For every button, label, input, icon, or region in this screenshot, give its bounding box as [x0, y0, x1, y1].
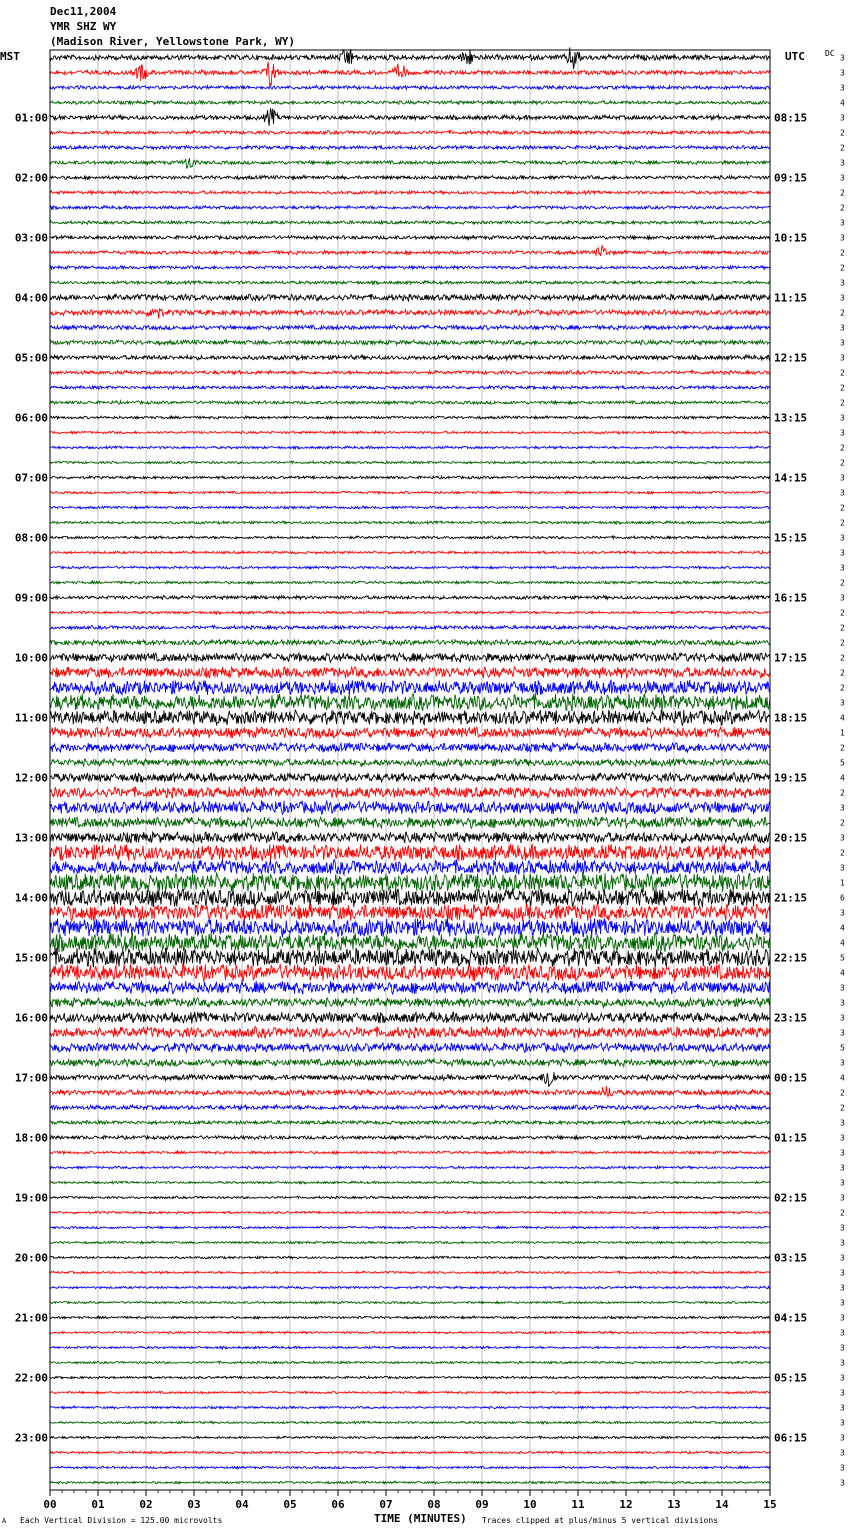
- right-hour-label: 00:15: [774, 1071, 808, 1085]
- left-hour-label: 18:00: [14, 1131, 48, 1145]
- dc-offset-label: 2: [840, 518, 845, 528]
- trace-line: [50, 1211, 770, 1213]
- left-hour-label: 23:00: [14, 1431, 48, 1445]
- left-hour-label: 04:00: [14, 291, 48, 305]
- trace-line: [50, 1086, 770, 1096]
- trace-line: [50, 1105, 770, 1110]
- trace-line: [50, 1256, 770, 1259]
- dc-offset-label: 3: [840, 1283, 845, 1293]
- dc-label: DC: [825, 49, 835, 58]
- dc-offset-label: 2: [840, 1088, 845, 1098]
- trace-line: [50, 1027, 770, 1039]
- right-hour-label: 14:15: [774, 471, 808, 485]
- dc-offset-label: 2: [840, 578, 845, 588]
- trace-line: [50, 801, 770, 814]
- dc-offset-label: 3: [840, 1298, 845, 1308]
- header-date: Dec11,2004: [50, 5, 117, 18]
- dc-offset-label: 3: [840, 908, 845, 918]
- dc-offset-label: 3: [840, 1313, 845, 1323]
- dc-offset-label: 1: [840, 728, 845, 738]
- right-hour-label: 13:15: [774, 411, 808, 425]
- x-tick-label: 04: [235, 1498, 249, 1511]
- dc-offset-label: 3: [840, 1223, 845, 1233]
- dc-offset-label: 3: [840, 1463, 845, 1473]
- x-tick-label: 15: [763, 1498, 777, 1511]
- trace-line: [50, 1301, 770, 1303]
- dc-offset-label: 2: [840, 848, 845, 858]
- dc-offset-label: 5: [840, 1043, 845, 1053]
- trace-line: [50, 904, 770, 921]
- clip-note: Traces clipped at plus/minus 5 vertical divisions: [482, 1516, 719, 1525]
- trace-line: [50, 1451, 770, 1453]
- x-tick-label: 07: [379, 1498, 393, 1511]
- dc-offset-label: 2: [840, 668, 845, 678]
- trace-line: [50, 266, 770, 269]
- trace-line: [50, 551, 770, 554]
- dc-offset-label: 3: [840, 428, 845, 438]
- dc-offset-label: 3: [840, 998, 845, 1008]
- trace-line: [50, 1436, 770, 1439]
- dc-offset-label: 4: [840, 968, 845, 978]
- trace-line: [50, 817, 770, 829]
- trace-line: [50, 998, 770, 1008]
- right-hour-label: 20:15: [774, 831, 808, 845]
- trace-line: [50, 596, 770, 600]
- dc-offset-label: 1: [840, 878, 845, 888]
- dc-offset-label: 3: [840, 1058, 845, 1068]
- dc-offset-label: 3: [840, 533, 845, 543]
- dc-offset-label: 2: [840, 398, 845, 408]
- header-station: YMR SHZ WY: [50, 20, 117, 33]
- x-tick-label: 10: [523, 1498, 537, 1511]
- x-tick-label: 12: [619, 1498, 633, 1511]
- trace-line: [50, 710, 770, 725]
- trace-line: [50, 491, 770, 494]
- trace-line: [50, 727, 770, 738]
- x-tick-label: 01: [91, 1498, 105, 1511]
- right-hour-label: 05:15: [774, 1371, 808, 1385]
- dc-offset-label: 3: [840, 113, 845, 123]
- right-hour-label: 23:15: [774, 1011, 808, 1025]
- trace-line: [50, 401, 770, 404]
- right-hour-label: 10:15: [774, 231, 808, 245]
- trace-line: [50, 246, 770, 256]
- left-hour-label: 07:00: [14, 471, 48, 485]
- dc-offset-label: 3: [840, 1478, 845, 1488]
- dc-offset-label: 3: [840, 1343, 845, 1353]
- right-hour-label: 17:15: [774, 651, 808, 665]
- label-layer: [15, 54, 845, 1512]
- dc-offset-label: 3: [840, 803, 845, 813]
- dc-offset-label: 2: [840, 308, 845, 318]
- right-hour-label: 12:15: [774, 351, 808, 365]
- trace-line: [50, 566, 770, 569]
- dc-offset-label: 2: [840, 623, 845, 633]
- dc-offset-label: 3: [840, 1238, 845, 1248]
- x-tick-label: 00: [43, 1498, 57, 1511]
- trace-line: [50, 47, 770, 69]
- dc-offset-label: 3: [840, 488, 845, 498]
- dc-offset-label: 2: [840, 263, 845, 273]
- trace-line: [50, 759, 770, 767]
- left-hour-label: 03:00: [14, 231, 48, 245]
- trace-line: [50, 1421, 770, 1424]
- trace-line: [50, 1316, 770, 1319]
- x-tick-label: 11: [571, 1498, 585, 1511]
- trace-line: [50, 1271, 770, 1274]
- trace-line: [50, 431, 770, 434]
- footer-mark: A: [2, 1517, 7, 1525]
- trace-line: [50, 325, 770, 330]
- left-hour-label: 06:00: [14, 411, 48, 425]
- trace-line: [50, 694, 770, 712]
- left-hour-label: 13:00: [14, 831, 48, 845]
- x-tick-label: 08: [427, 1498, 441, 1511]
- left-hour-label: 09:00: [14, 591, 48, 605]
- dc-offset-label: 3: [840, 863, 845, 873]
- left-hour-label: 14:00: [14, 891, 48, 905]
- trace-line: [50, 355, 770, 360]
- trace-line: [50, 506, 770, 509]
- trace-line: [50, 1072, 770, 1087]
- dc-offset-label: 3: [840, 338, 845, 348]
- left-hour-label: 02:00: [14, 171, 48, 185]
- dc-offset-label: 3: [840, 1373, 845, 1383]
- right-hour-label: 21:15: [774, 891, 808, 905]
- plot-frame: [50, 50, 770, 1490]
- dc-offset-label: 3: [840, 83, 845, 93]
- trace-line: [50, 536, 770, 539]
- right-hour-label: 04:15: [774, 1311, 808, 1325]
- dc-offset-label: 2: [840, 248, 845, 258]
- dc-offset-label: 6: [840, 893, 845, 903]
- trace-line: [50, 101, 770, 105]
- dc-offset-label: 3: [840, 1163, 845, 1173]
- dc-offset-label: 2: [840, 143, 845, 153]
- dc-offset-label: 3: [840, 53, 845, 63]
- dc-offset-label: 3: [840, 1433, 845, 1443]
- dc-offset-label: 2: [840, 743, 845, 753]
- dc-offset-label: 3: [840, 1403, 845, 1413]
- left-hour-label: 21:00: [14, 1311, 48, 1325]
- dc-offset-label: 2: [840, 443, 845, 453]
- dc-offset-label: 2: [840, 1103, 845, 1113]
- x-axis-title: TIME (MINUTES): [374, 1512, 467, 1525]
- dc-offset-label: 3: [840, 68, 845, 78]
- dc-offset-label: 3: [840, 1418, 845, 1428]
- trace-line: [50, 108, 770, 125]
- trace-line: [50, 206, 770, 210]
- dc-offset-label: 2: [840, 128, 845, 138]
- header-location: (Madison River, Yellowstone Park, WY): [50, 35, 296, 48]
- dc-offset-label: 2: [840, 638, 845, 648]
- trace-line: [50, 308, 770, 318]
- right-hour-label: 11:15: [774, 291, 808, 305]
- trace-line: [50, 1406, 770, 1408]
- right-hour-label: 18:15: [774, 711, 808, 725]
- trace-line: [50, 626, 770, 630]
- trace-line: [50, 158, 770, 168]
- x-tick-label: 14: [715, 1498, 729, 1511]
- dc-offset-label: 3: [840, 413, 845, 423]
- trace-line: [50, 964, 770, 981]
- trace-line: [50, 773, 770, 783]
- dc-offset-label: 3: [840, 698, 845, 708]
- dc-offset-label: 4: [840, 98, 845, 108]
- dc-offset-label: 3: [840, 323, 845, 333]
- trace-layer: [50, 47, 770, 1483]
- trace-line: [50, 1136, 770, 1140]
- trace-line: [50, 948, 770, 968]
- trace-line: [50, 981, 770, 995]
- left-hour-label: 11:00: [14, 711, 48, 725]
- right-hour-label: 02:15: [774, 1191, 808, 1205]
- trace-line: [50, 653, 770, 663]
- dc-offset-label: 2: [840, 368, 845, 378]
- trace-line: [50, 1151, 770, 1154]
- x-tick-label: 13: [667, 1498, 681, 1511]
- trace-line: [50, 1391, 770, 1394]
- trace-line: [50, 640, 770, 646]
- trace-line: [50, 581, 770, 584]
- dc-offset-label: 2: [840, 1208, 845, 1218]
- x-tick-label: 02: [139, 1498, 153, 1511]
- trace-line: [50, 832, 770, 844]
- dc-offset-label: 3: [840, 353, 845, 363]
- right-hour-label: 08:15: [774, 111, 808, 125]
- dc-offset-label: 3: [840, 173, 845, 183]
- left-hour-label: 22:00: [14, 1371, 48, 1385]
- dc-offset-label: 2: [840, 188, 845, 198]
- left-hour-label: 15:00: [14, 951, 48, 965]
- utc-label: UTC: [785, 50, 805, 63]
- right-hour-label: 15:15: [774, 531, 808, 545]
- right-hour-label: 09:15: [774, 171, 808, 185]
- left-hour-label: 01:00: [14, 111, 48, 125]
- left-hour-label: 19:00: [14, 1191, 48, 1205]
- dc-offset-label: 4: [840, 938, 845, 948]
- trace-line: [50, 873, 770, 892]
- trace-line: [50, 743, 770, 753]
- trace-line: [50, 611, 770, 614]
- left-hour-label: 05:00: [14, 351, 48, 365]
- trace-line: [50, 1331, 770, 1334]
- dc-offset-label: 3: [840, 548, 845, 558]
- right-hour-label: 19:15: [774, 771, 808, 785]
- dc-offset-label: 2: [840, 383, 845, 393]
- dc-offset-label: 5: [840, 758, 845, 768]
- dc-offset-label: 3: [840, 1268, 845, 1278]
- trace-line: [50, 236, 770, 240]
- dc-offset-label: 3: [840, 563, 845, 573]
- dc-offset-label: 3: [840, 218, 845, 228]
- x-tick-label: 03: [187, 1498, 201, 1511]
- dc-offset-label: 3: [840, 293, 845, 303]
- dc-offset-label: 3: [840, 158, 845, 168]
- dc-offset-label: 3: [840, 833, 845, 843]
- dc-offset-label: 2: [840, 788, 845, 798]
- trace-line: [50, 386, 770, 389]
- left-hour-label: 20:00: [14, 1251, 48, 1265]
- right-hour-label: 03:15: [774, 1251, 808, 1265]
- dc-offset-label: 2: [840, 683, 845, 693]
- trace-line: [50, 1286, 770, 1288]
- trace-line: [50, 416, 770, 419]
- trace-line: [50, 860, 770, 876]
- trace-line: [50, 1121, 770, 1125]
- right-hour-label: 16:15: [774, 591, 808, 605]
- trace-line: [50, 340, 770, 345]
- trace-line: [50, 1241, 770, 1243]
- trace-line: [50, 1376, 770, 1378]
- dc-offset-label: 5: [840, 953, 845, 963]
- trace-line: [50, 1043, 770, 1052]
- dc-offset-label: 3: [840, 1328, 845, 1338]
- trace-line: [50, 1466, 770, 1468]
- dc-offset-label: 3: [840, 1013, 845, 1023]
- dc-offset-label: 4: [840, 1073, 845, 1083]
- right-hour-label: 01:15: [774, 1131, 808, 1145]
- trace-line: [50, 521, 770, 524]
- trace-line: [50, 1012, 770, 1024]
- trace-line: [50, 294, 770, 301]
- trace-line: [50, 191, 770, 194]
- dc-offset-label: 3: [840, 278, 845, 288]
- dc-offset-label: 4: [840, 773, 845, 783]
- trace-line: [50, 933, 770, 953]
- dc-offset-label: 4: [840, 713, 845, 723]
- x-tick-label: 05: [283, 1498, 297, 1511]
- trace-line: [50, 680, 770, 696]
- dc-offset-label: 3: [840, 1118, 845, 1128]
- dc-offset-label: 3: [840, 593, 845, 603]
- x-tick-label: 09: [475, 1498, 489, 1511]
- trace-line: [50, 461, 770, 464]
- trace-line: [50, 131, 770, 135]
- dc-offset-label: 3: [840, 1148, 845, 1158]
- dc-offset-label: 2: [840, 503, 845, 513]
- trace-line: [50, 446, 770, 449]
- left-hour-label: 12:00: [14, 771, 48, 785]
- left-hour-label: 16:00: [14, 1011, 48, 1025]
- trace-line: [50, 787, 770, 799]
- dc-offset-label: 3: [840, 1358, 845, 1368]
- trace-line: [50, 667, 770, 679]
- trace-line: [50, 1361, 770, 1364]
- dc-offset-label: 3: [840, 473, 845, 483]
- dc-offset-label: 2: [840, 818, 845, 828]
- dc-offset-label: 3: [840, 1028, 845, 1038]
- trace-line: [50, 281, 770, 285]
- dc-offset-label: 3: [840, 1388, 845, 1398]
- trace-line: [50, 1346, 770, 1349]
- trace-line: [50, 146, 770, 150]
- trace-line: [50, 1181, 770, 1184]
- dc-offset-label: 3: [840, 233, 845, 243]
- trace-line: [50, 1059, 770, 1067]
- trace-line: [50, 221, 770, 225]
- mst-label: MST: [0, 50, 20, 63]
- trace-line: [50, 844, 770, 862]
- dc-offset-label: 2: [840, 653, 845, 663]
- dc-offset-label: 3: [840, 1448, 845, 1458]
- trace-line: [50, 1196, 770, 1199]
- trace-line: [50, 176, 770, 180]
- right-hour-label: 06:15: [774, 1431, 808, 1445]
- trace-line: [50, 62, 770, 86]
- trace-line: [50, 371, 770, 375]
- dc-offset-label: 4: [840, 923, 845, 933]
- dc-offset-label: 3: [840, 1253, 845, 1263]
- dc-offset-label: 2: [840, 458, 845, 468]
- trace-line: [50, 918, 770, 937]
- scale-note: Each Vertical Division = 125.00 microvolts: [20, 1516, 223, 1525]
- left-hour-label: 10:00: [14, 651, 48, 665]
- x-tick-label: 06: [331, 1498, 345, 1511]
- trace-line: [50, 86, 770, 90]
- trace-line: [50, 1481, 770, 1484]
- right-hour-label: 22:15: [774, 951, 808, 965]
- left-hour-label: 17:00: [14, 1071, 48, 1085]
- trace-line: [50, 476, 770, 479]
- trace-line: [50, 1166, 770, 1169]
- dc-offset-label: 2: [840, 608, 845, 618]
- dc-offset-label: 3: [840, 1178, 845, 1188]
- trace-line: [50, 1226, 770, 1228]
- dc-offset-label: 3: [840, 1133, 845, 1143]
- left-hour-label: 08:00: [14, 531, 48, 545]
- dc-offset-label: 3: [840, 1193, 845, 1203]
- dc-offset-label: 3: [840, 983, 845, 993]
- dc-offset-label: 2: [840, 203, 845, 213]
- trace-line: [50, 888, 770, 907]
